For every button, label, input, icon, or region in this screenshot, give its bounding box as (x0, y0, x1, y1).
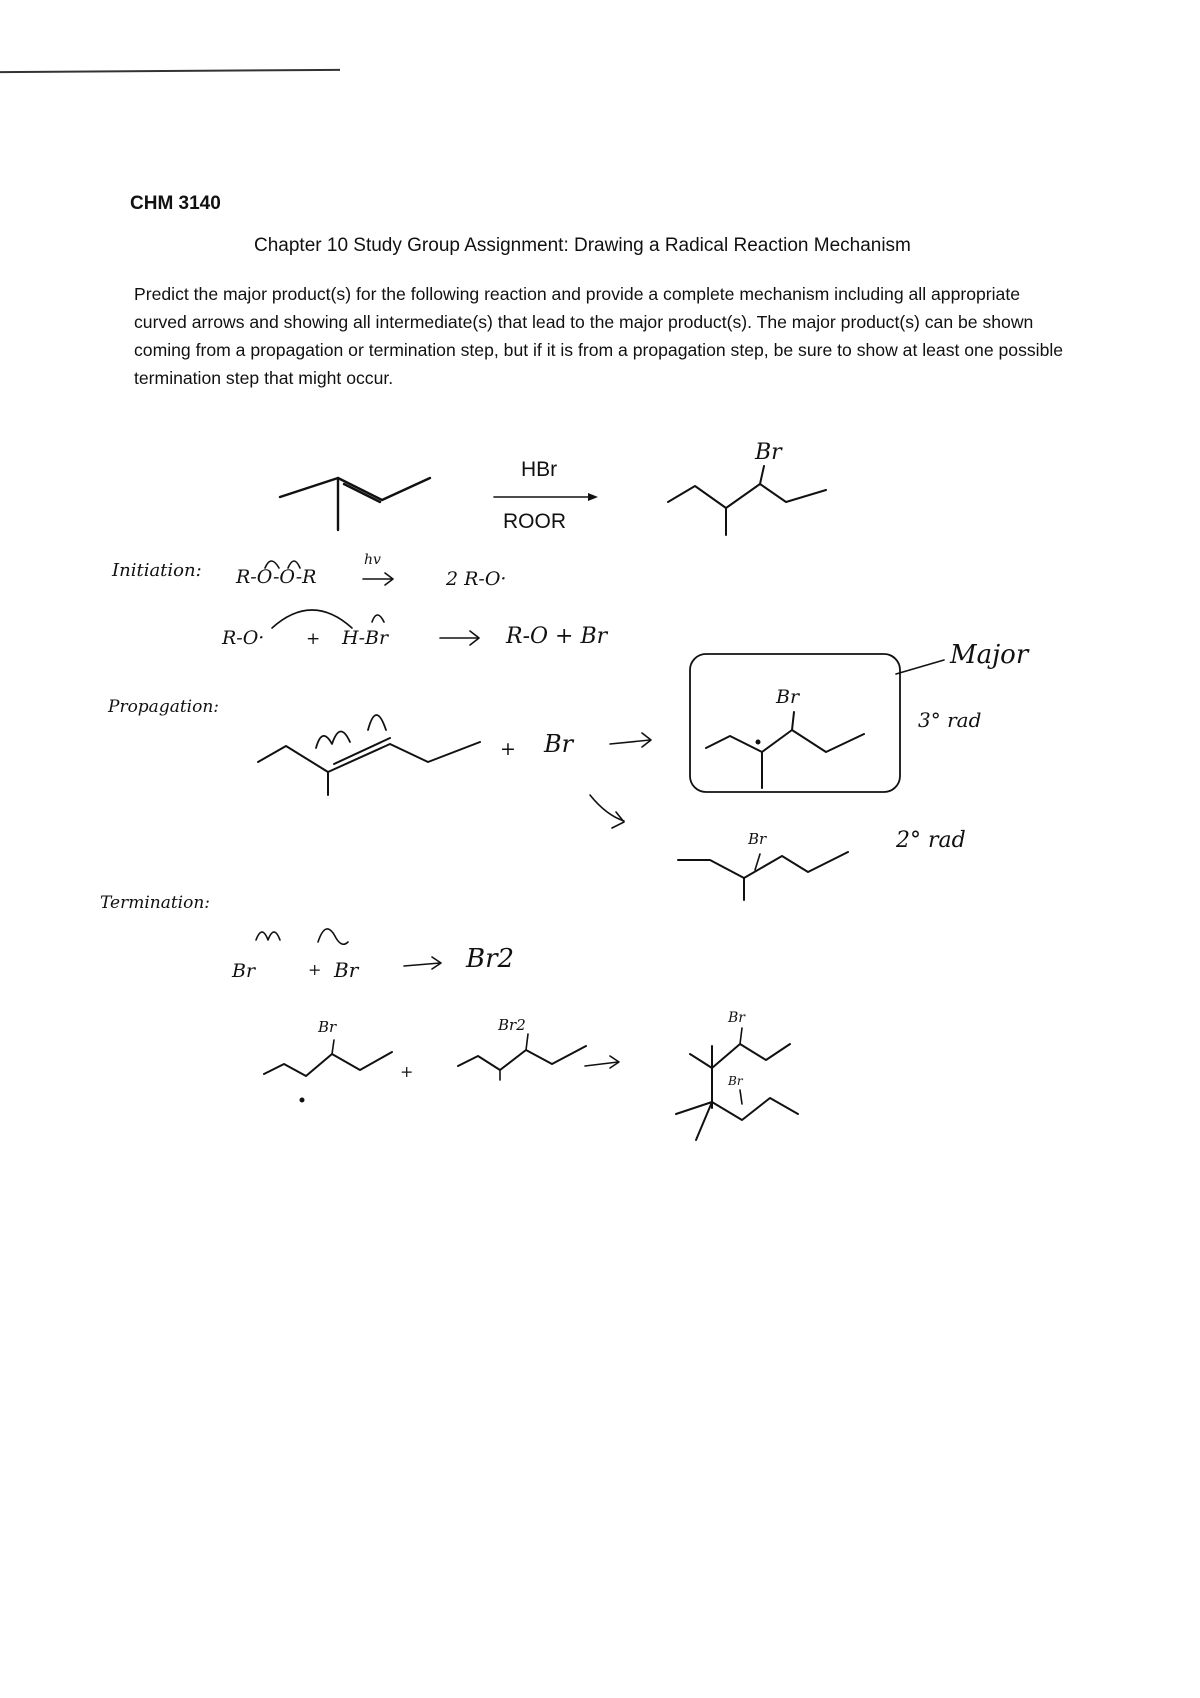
init-eq1-condition: hv (364, 552, 381, 568)
prop-br-radical: Br (544, 730, 574, 758)
reaction-arrow-head (588, 493, 598, 501)
prop-alkene-skeleton (258, 742, 480, 772)
term-eq1-bromine: Br2 (466, 944, 515, 974)
prop-alkene-double-bond (334, 738, 390, 764)
dimer-top-skeleton (690, 1044, 790, 1068)
term-radical-b-br-bond (526, 1034, 528, 1050)
major-callout-line (896, 660, 944, 674)
instructions-text: Predict the major product(s) for the following reaction and provide a complete mechanism including all appropriate curved arrows and showing all intermediate(s) that lead to the major product(s). The major product(s) can be shown coming from a propagation or termination step, but if it is from a propagation step, be sure to show at least one possible termination step that might occur. (134, 284, 1064, 388)
term-radical-b (458, 1046, 586, 1070)
dimer-br-bottom: Br (728, 1074, 743, 1088)
term-radical-a-dot (300, 1098, 305, 1103)
dimer-top-br-bond (740, 1028, 742, 1044)
curved-arrow-init-3 (272, 610, 352, 628)
init-eq1-product: 2 R-O· (446, 568, 507, 590)
prop-arrow-minor-head (612, 812, 624, 828)
dimer-bottom-stem (696, 1102, 712, 1140)
curved-arrow-prop-1 (316, 731, 350, 748)
propagation-label: Propagation: (108, 697, 220, 717)
reagent-roor: ROOR (503, 510, 566, 533)
major-product-box (690, 654, 900, 792)
termination-label: Termination: (100, 893, 211, 913)
dimer-br-top: Br (728, 1010, 745, 1026)
init-eq2-hbr: H-Br (342, 627, 389, 649)
major-product-br-bond (792, 712, 794, 730)
minor-product-br-bond (755, 854, 760, 870)
dimer-bottom-skeleton (676, 1098, 798, 1120)
prop-plus: + (500, 738, 516, 760)
term-eq1-br-a: Br (232, 960, 256, 982)
term-eq1-plus: + (308, 960, 322, 979)
assignment-title: Chapter 10 Study Group Assignment: Drawing a Radical Reaction Mechanism (254, 235, 911, 256)
term-eq1-br-b: Br (334, 958, 359, 982)
major-note: Major (950, 640, 1029, 670)
tertiary-radical-note: 3° rad (918, 708, 982, 732)
init-eq2-alkoxy: R-O· (222, 627, 265, 649)
init-eq1-peroxide: R-O-O-R (236, 566, 317, 588)
curved-arrow-term-2 (318, 929, 348, 944)
term-eq2-br-left: Br (318, 1018, 337, 1036)
term-arrow-1 (404, 963, 440, 966)
major-product-radical-dot (756, 740, 761, 745)
prop-arrow-major (610, 740, 650, 744)
term-eq2-br-mid: Br2 (498, 1016, 526, 1034)
product-br-label: Br (755, 440, 782, 465)
starting-alkene-double-bond (344, 484, 380, 502)
course-code: CHM 3140 (130, 193, 221, 214)
initiation-label: Initiation: (112, 560, 202, 581)
major-product-br: Br (776, 686, 800, 708)
minor-product-br: Br (748, 830, 767, 848)
term-radical-a-br-bond (332, 1040, 334, 1054)
product-skeleton (668, 484, 826, 508)
major-product-skeleton (706, 730, 864, 752)
init-eq2-products: R-O + Br (506, 624, 608, 649)
curved-arrow-prop-2 (368, 715, 386, 730)
curved-arrow-term-1 (256, 932, 280, 940)
prop-arrow-minor (590, 795, 624, 821)
product-br-bond (760, 466, 764, 484)
curved-arrow-init-4 (372, 615, 384, 622)
term-eq2-plus: + (400, 1062, 414, 1081)
secondary-radical-note: 2° rad (896, 828, 966, 853)
init-eq2-plus: + (306, 629, 321, 649)
minor-product-skeleton (678, 852, 848, 878)
term-radical-a (264, 1052, 392, 1076)
reagent-hbr: HBr (521, 458, 558, 481)
dimer-bottom-br-bond (740, 1090, 742, 1104)
